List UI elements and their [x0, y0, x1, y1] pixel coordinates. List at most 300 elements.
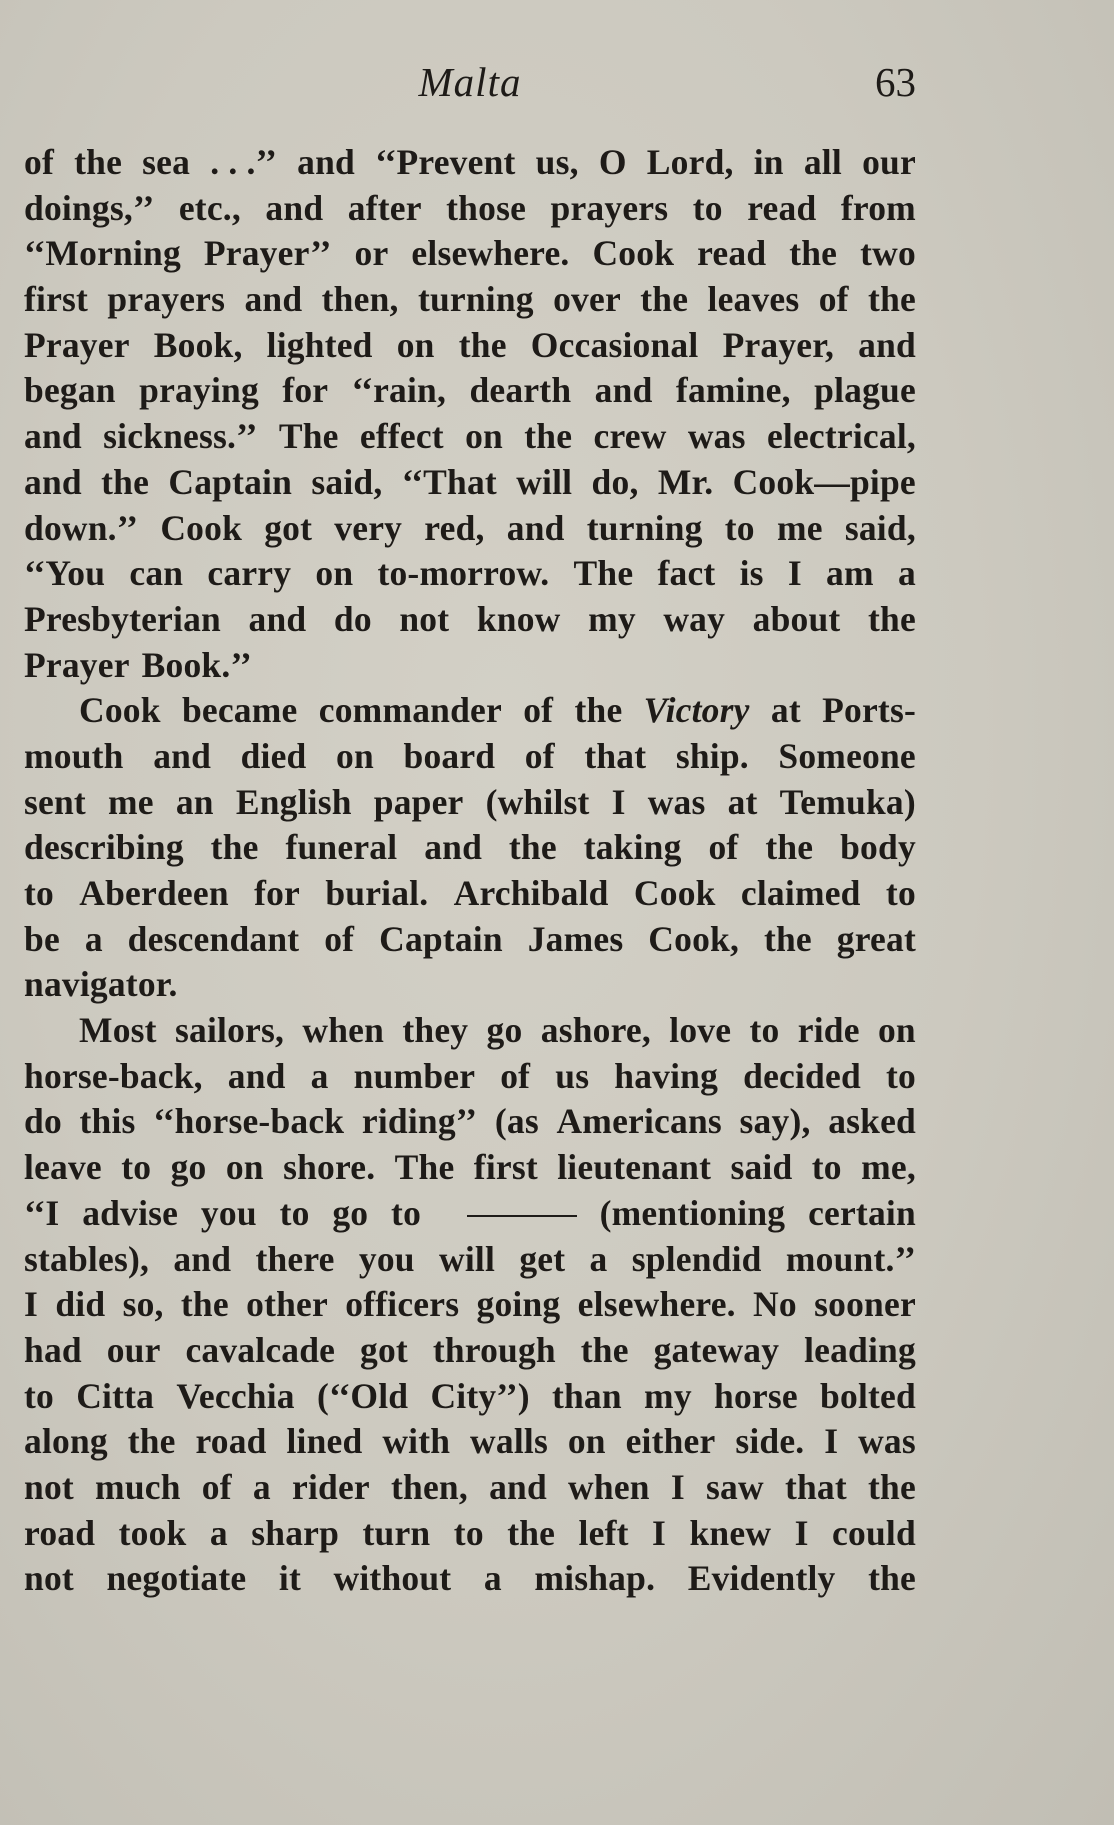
word: Aberdeen — [79, 873, 229, 913]
word: without — [333, 1558, 452, 1599]
word: the — [765, 827, 814, 868]
word: my — [588, 598, 636, 639]
word: decided — [743, 1055, 861, 1096]
word: can — [129, 553, 184, 594]
word: I — [794, 1512, 809, 1553]
word: on — [567, 1421, 606, 1462]
text-line — [24, 825, 916, 871]
word: ‘‘I — [24, 1192, 60, 1233]
text-line — [24, 414, 916, 460]
word: the — [868, 1466, 916, 1507]
word: Book, — [153, 324, 243, 365]
word: O — [598, 142, 627, 182]
word: not — [24, 1466, 74, 1507]
word: leaves — [707, 279, 800, 320]
word: and — [244, 279, 303, 320]
word: navigator. — [24, 964, 178, 1005]
word: and — [297, 142, 355, 182]
text-line — [24, 460, 916, 506]
word: Americans — [556, 1101, 722, 1142]
word: to — [811, 1147, 842, 1188]
word: going — [476, 1284, 561, 1325]
word: burial. — [325, 873, 429, 913]
text-line — [24, 1374, 916, 1420]
word: to — [391, 1192, 422, 1233]
word: or — [354, 233, 389, 274]
text-line — [24, 871, 916, 917]
word: walls — [470, 1421, 548, 1462]
word: etc., — [178, 187, 241, 228]
word: through — [432, 1329, 556, 1370]
word: Prayer — [24, 324, 130, 365]
word: road — [24, 1512, 96, 1553]
word: the — [868, 1558, 916, 1599]
word: to — [453, 1512, 484, 1553]
word: the — [524, 416, 573, 457]
word: electrical, — [766, 416, 916, 457]
word: Ports- — [822, 690, 916, 731]
word: that — [584, 735, 647, 776]
word: was — [687, 416, 746, 457]
word: of — [324, 918, 355, 959]
word: turn — [362, 1512, 431, 1553]
word: of — [818, 279, 849, 320]
word: riding’’ — [361, 1101, 478, 1142]
word: Someone — [778, 735, 916, 776]
word: funeral — [285, 827, 398, 868]
word: died — [240, 735, 307, 776]
word: horse-back, — [24, 1055, 203, 1096]
word: you — [200, 1192, 257, 1233]
word: (whilst — [485, 781, 590, 822]
word: a — [252, 1466, 271, 1507]
word: leading — [804, 1329, 916, 1370]
word: to — [724, 507, 755, 548]
word: descendant — [127, 918, 300, 959]
word: me, — [861, 1147, 916, 1188]
word: be — [24, 918, 60, 959]
word: will — [439, 1238, 496, 1279]
word: so, — [122, 1284, 164, 1325]
word: plague — [814, 370, 916, 411]
word: then, — [321, 279, 399, 320]
word: got — [360, 1329, 408, 1370]
word: ‘‘You — [24, 553, 106, 594]
word: knew — [689, 1512, 772, 1553]
word: said, — [844, 507, 916, 548]
word: about — [752, 598, 841, 639]
word: became — [181, 690, 298, 731]
word: said — [730, 1147, 793, 1188]
word: (as — [494, 1101, 539, 1142]
word: is — [739, 553, 764, 594]
text-line — [24, 1328, 916, 1374]
word: my — [644, 1375, 692, 1416]
text-line — [24, 1099, 916, 1145]
text-line — [24, 1008, 916, 1054]
word: on — [465, 416, 503, 457]
word: Book.’’ — [141, 644, 252, 685]
text-line — [24, 1237, 916, 1283]
word: left — [578, 1512, 629, 1553]
word: us, — [535, 142, 579, 182]
text-line — [24, 1556, 916, 1602]
word: the — [210, 827, 259, 868]
word: Cook, — [648, 918, 740, 959]
word: the — [574, 690, 623, 731]
word: Prayer — [24, 644, 130, 685]
word: No — [753, 1284, 797, 1325]
word: on — [315, 553, 354, 594]
word: of — [523, 690, 554, 731]
word: City’’) — [430, 1375, 530, 1416]
word: Most — [79, 1010, 157, 1051]
word: love — [669, 1010, 732, 1051]
word: not — [24, 1558, 74, 1599]
word: horse — [714, 1375, 798, 1416]
word: Cook — [592, 233, 675, 274]
word: the — [763, 918, 812, 959]
word: know — [476, 598, 561, 639]
word: mouth — [24, 735, 124, 776]
word: ‘‘horse-back — [153, 1101, 345, 1142]
word: the — [508, 827, 557, 868]
word: turning — [417, 279, 534, 320]
text-line — [24, 1054, 916, 1100]
word: that — [784, 1466, 847, 1507]
word: James — [527, 918, 624, 959]
word: of — [524, 735, 555, 776]
text-line — [24, 597, 916, 643]
word: certain — [808, 1192, 916, 1233]
text-line — [24, 917, 916, 963]
text-line — [24, 277, 916, 323]
word: over — [553, 279, 621, 320]
word: splendid — [631, 1238, 762, 1279]
word: elsewhere. — [577, 1284, 736, 1325]
word: Lord, — [646, 142, 734, 182]
word: Vecchia — [176, 1375, 295, 1416]
word: first — [473, 1147, 538, 1188]
word: those — [446, 187, 527, 228]
word: rider — [291, 1466, 370, 1507]
word: to — [279, 1192, 310, 1233]
word: to — [24, 1375, 54, 1416]
word: go — [486, 1010, 523, 1051]
word: shore. — [283, 1147, 376, 1188]
word: sent — [24, 781, 86, 822]
word: the — [507, 1512, 556, 1553]
word: to — [692, 187, 723, 228]
text-line — [24, 506, 916, 552]
word: officers — [345, 1284, 460, 1325]
word: and — [24, 416, 82, 457]
word: The — [394, 1147, 455, 1188]
word: to — [885, 1055, 916, 1096]
word: ‘‘rain, — [351, 370, 447, 411]
word: sickness.’’ — [103, 416, 258, 457]
word: the — [74, 142, 123, 182]
word: the — [868, 279, 916, 320]
word: effect — [359, 416, 444, 457]
word: English — [235, 781, 352, 822]
text-line — [24, 1191, 916, 1237]
word: ‘‘Morning — [24, 233, 181, 274]
word: me — [776, 507, 823, 548]
word: saw — [706, 1466, 764, 1507]
word: the — [101, 461, 150, 502]
word: you — [358, 1238, 415, 1279]
word: great — [836, 918, 916, 959]
word: to — [121, 1147, 152, 1188]
word: Evidently — [687, 1558, 836, 1599]
word: taking — [583, 827, 682, 868]
word: having — [614, 1055, 719, 1096]
word: began — [24, 370, 116, 411]
word: along — [24, 1421, 108, 1462]
word: on — [225, 1147, 264, 1188]
word: Cook—pipe — [732, 461, 916, 502]
word: dearth — [469, 370, 572, 411]
word: and — [153, 735, 212, 776]
word: at — [727, 781, 758, 822]
word: cavalcade — [185, 1329, 336, 1370]
word: gateway — [653, 1329, 780, 1370]
word: when — [568, 1466, 650, 1507]
word: took — [118, 1512, 187, 1553]
word: (‘‘Old — [316, 1375, 409, 1416]
word: turning — [586, 507, 703, 548]
text-line — [24, 734, 916, 780]
word: The — [573, 553, 634, 594]
word: mishap. — [534, 1558, 656, 1599]
word: will — [516, 461, 573, 502]
word: first — [24, 279, 89, 320]
word: an — [175, 781, 214, 822]
word: Temuka) — [779, 781, 916, 822]
word: and — [594, 370, 653, 411]
word: me — [108, 781, 154, 822]
word: lighted — [266, 324, 373, 365]
word: was — [858, 1421, 916, 1462]
word: bolted — [820, 1375, 916, 1416]
word: leave — [24, 1147, 102, 1188]
word: doings,’’ — [24, 187, 155, 228]
word: the — [580, 1329, 629, 1370]
word: Archibald — [453, 873, 609, 913]
text-line — [24, 368, 916, 414]
word: (mentioning — [599, 1192, 786, 1233]
word: negotiate — [106, 1558, 247, 1599]
word: the — [789, 233, 838, 274]
word: ship. — [675, 735, 749, 776]
body-text — [24, 140, 916, 1602]
word: read — [697, 233, 767, 274]
word: had — [24, 1329, 82, 1370]
word: all — [803, 142, 842, 182]
word: to-morrow. — [377, 553, 550, 594]
text-line — [24, 1419, 916, 1465]
word: a — [310, 1055, 329, 1096]
word: red, — [424, 507, 485, 548]
word: the — [127, 1421, 176, 1462]
word: and — [858, 324, 916, 365]
word: at — [770, 690, 801, 731]
text-line — [24, 231, 916, 277]
page-number: 63 — [875, 59, 916, 105]
word: two — [860, 233, 916, 274]
word: body — [840, 827, 916, 868]
word: either — [625, 1421, 716, 1462]
word: very — [334, 507, 403, 548]
word: I — [787, 553, 802, 594]
word: and — [506, 507, 565, 548]
running-title: Malta — [418, 59, 522, 105]
word: lieutenant — [557, 1147, 712, 1188]
word: was — [647, 781, 706, 822]
word: ride — [797, 1010, 860, 1051]
word: advise — [82, 1192, 179, 1233]
word: could — [832, 1512, 916, 1553]
word: paper — [373, 781, 464, 822]
word: Cook — [160, 507, 243, 548]
word: elsewhere. — [411, 233, 570, 274]
word: mount.’’ — [785, 1238, 916, 1279]
word: they — [402, 1010, 469, 1051]
word: board — [403, 735, 496, 776]
word: much — [95, 1466, 181, 1507]
word: claimed — [740, 873, 861, 913]
word: a — [84, 918, 103, 959]
word: did — [55, 1284, 106, 1325]
word: stables), — [24, 1238, 150, 1279]
word: side. — [735, 1421, 805, 1462]
word: a — [209, 1512, 228, 1553]
page-header — [24, 52, 916, 108]
word: read — [747, 187, 817, 228]
word: Prayer’’ — [203, 233, 332, 274]
word: of — [24, 142, 54, 182]
word: to — [24, 873, 54, 913]
word: the — [868, 598, 916, 639]
word: and — [265, 187, 324, 228]
text-line — [24, 1465, 916, 1511]
word: do, — [591, 461, 639, 502]
word: prayers — [107, 279, 226, 320]
word: and — [173, 1238, 232, 1279]
word: a — [483, 1558, 502, 1599]
text-line — [24, 1145, 916, 1191]
word: ‘‘That — [401, 461, 497, 502]
word: the — [640, 279, 689, 320]
word: praying — [139, 370, 259, 411]
word: I — [611, 781, 626, 822]
word: us — [555, 1055, 590, 1096]
word: do — [24, 1101, 62, 1142]
word: our — [862, 142, 916, 182]
word: the — [458, 324, 507, 365]
word: on — [396, 324, 435, 365]
word: and — [248, 598, 307, 639]
word: number — [353, 1055, 476, 1096]
word: of — [201, 1466, 232, 1507]
word: down.’’ — [24, 507, 139, 548]
word: on — [336, 735, 374, 776]
word: of — [708, 827, 739, 868]
word: get — [519, 1238, 566, 1279]
word: I — [670, 1466, 685, 1507]
word: Citta — [76, 1375, 155, 1416]
word: it — [278, 1558, 301, 1599]
word: . . .’’ — [210, 142, 277, 182]
text-line — [24, 643, 916, 689]
word: Captain — [168, 461, 293, 502]
word: Prayer, — [722, 324, 835, 365]
word: Captain — [379, 918, 503, 959]
word: ashore, — [540, 1010, 651, 1051]
word: prayers — [550, 187, 669, 228]
text-line — [24, 1511, 916, 1557]
word: sea — [142, 142, 191, 182]
word: this — [79, 1101, 136, 1142]
word: then, — [391, 1466, 468, 1507]
text-line — [24, 551, 916, 597]
word: sharp — [251, 1512, 340, 1553]
word: I — [24, 1284, 39, 1325]
word: and — [489, 1466, 547, 1507]
word: I — [652, 1512, 667, 1553]
word: road — [195, 1421, 267, 1462]
word: than — [551, 1375, 622, 1416]
word: and — [424, 827, 483, 868]
text-line — [24, 140, 916, 186]
word: asked — [828, 1101, 916, 1142]
word: sailors, — [175, 1010, 285, 1051]
word: got — [264, 507, 313, 548]
word: sooner — [814, 1284, 916, 1325]
word: of — [500, 1055, 531, 1096]
word: describing — [24, 827, 184, 868]
word: other — [246, 1284, 328, 1325]
word: to — [749, 1010, 780, 1051]
word: go — [332, 1192, 369, 1233]
word: and — [24, 461, 82, 502]
ship-name: Victory — [643, 690, 750, 731]
word: commander — [318, 690, 502, 731]
word: when — [302, 1010, 385, 1051]
text-line — [24, 962, 916, 1008]
word: to — [885, 873, 916, 913]
text-line — [24, 186, 916, 232]
word: and — [227, 1055, 286, 1096]
word: fact — [657, 553, 716, 594]
word: ‘‘Prevent — [375, 142, 516, 182]
word: Mr. — [657, 461, 714, 502]
word: do — [333, 598, 372, 639]
word: a — [897, 553, 916, 594]
word: there — [255, 1238, 335, 1279]
word: Cook — [79, 690, 161, 731]
text-line — [24, 688, 916, 734]
word: Occasional — [530, 324, 699, 365]
word: I — [824, 1421, 839, 1462]
word: crew — [593, 416, 667, 457]
word: go — [170, 1147, 207, 1188]
word: for — [254, 873, 301, 913]
word: The — [278, 416, 339, 457]
word: from — [840, 187, 916, 228]
word: say), — [739, 1101, 811, 1142]
